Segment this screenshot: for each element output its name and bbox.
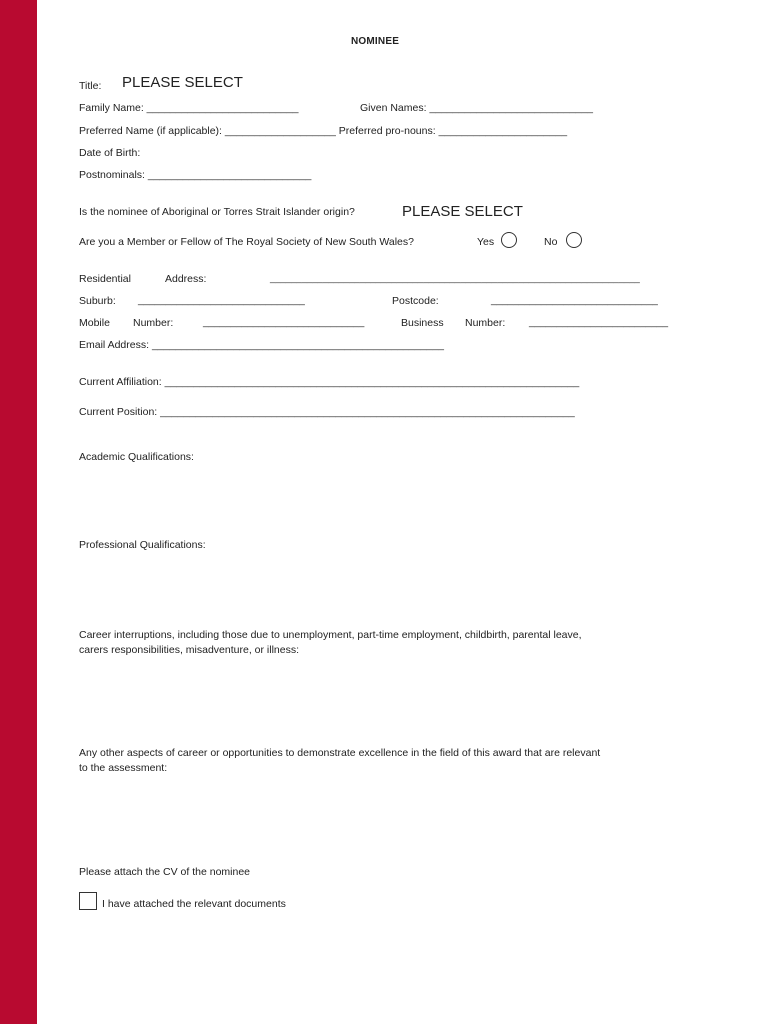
red-sidebar <box>0 0 37 1024</box>
career-interruptions-label-line2: carers responsibilities, misadventure, or illness: <box>79 644 300 656</box>
date-of-birth-field[interactable]: Date of Birth: <box>79 147 141 159</box>
origin-question: Is the nominee of Aboriginal or Torres Strait Islander origin? <box>79 206 355 218</box>
professional-qualifications-label: Professional Qualifications: <box>79 539 206 551</box>
title-select[interactable]: PLEASE SELECT <box>122 74 243 91</box>
email-field[interactable]: Email Address: __________________________________________________ <box>79 339 444 351</box>
address-label: Address: <box>165 273 207 285</box>
page-heading: NOMINEE <box>351 36 400 47</box>
address-line[interactable]: ______________________________________________________________________ <box>270 273 640 284</box>
postnominals-field[interactable]: Postnominals: ____________________________ <box>79 169 312 181</box>
business-label: Business <box>401 317 444 329</box>
title-label: Title: <box>79 80 102 92</box>
no-label: No <box>544 236 558 248</box>
postcode-label: Postcode: <box>392 295 439 307</box>
business-number-label: Number: <box>465 317 506 329</box>
current-affiliation-field[interactable]: Current Affiliation: _______________________________________________________________________ <box>79 376 580 388</box>
attach-cv-label: Please attach the CV of the nominee <box>79 866 251 878</box>
origin-select[interactable]: PLEASE SELECT <box>402 203 523 220</box>
other-aspects-label-line1: Any other aspects of career or opportunities to demonstrate excellence in the field of this award that are relevant <box>79 747 601 759</box>
current-position-field[interactable]: Current Position: _______________________________________________________________________ <box>79 406 575 418</box>
attached-documents-checkbox[interactable] <box>79 892 97 910</box>
yes-label: Yes <box>477 236 495 248</box>
family-name-field[interactable]: Family Name: __________________________ <box>79 102 299 114</box>
postcode-line[interactable]: ______________________________ <box>491 295 658 306</box>
mobile-number-label: Number: <box>133 317 174 329</box>
attached-documents-label: I have attached the relevant documents <box>102 898 286 910</box>
no-radio[interactable] <box>566 232 582 248</box>
preferred-name-field[interactable]: Preferred Name (if applicable): ___________________ Preferred pro-nouns: ______________________ <box>79 125 568 137</box>
other-aspects-label-line2: to the assessment: <box>79 762 168 774</box>
mobile-line[interactable]: _____________________________ <box>203 317 365 328</box>
career-interruptions-label-line1: Career interruptions, including those due to unemployment, part-time employment, childbirth, parental leave, <box>79 629 582 641</box>
business-line[interactable]: _________________________ <box>529 317 669 328</box>
yes-radio[interactable] <box>501 232 517 248</box>
residential-label: Residential <box>79 273 131 285</box>
given-names-field[interactable]: Given Names: ____________________________ <box>360 102 593 114</box>
academic-qualifications-label: Academic Qualifications: <box>79 451 194 463</box>
member-question: Are you a Member or Fellow of The Royal Society of New South Wales? <box>79 236 414 248</box>
suburb-line[interactable]: ______________________________ <box>138 295 305 306</box>
suburb-label: Suburb: <box>79 295 116 307</box>
mobile-label: Mobile <box>79 317 110 329</box>
